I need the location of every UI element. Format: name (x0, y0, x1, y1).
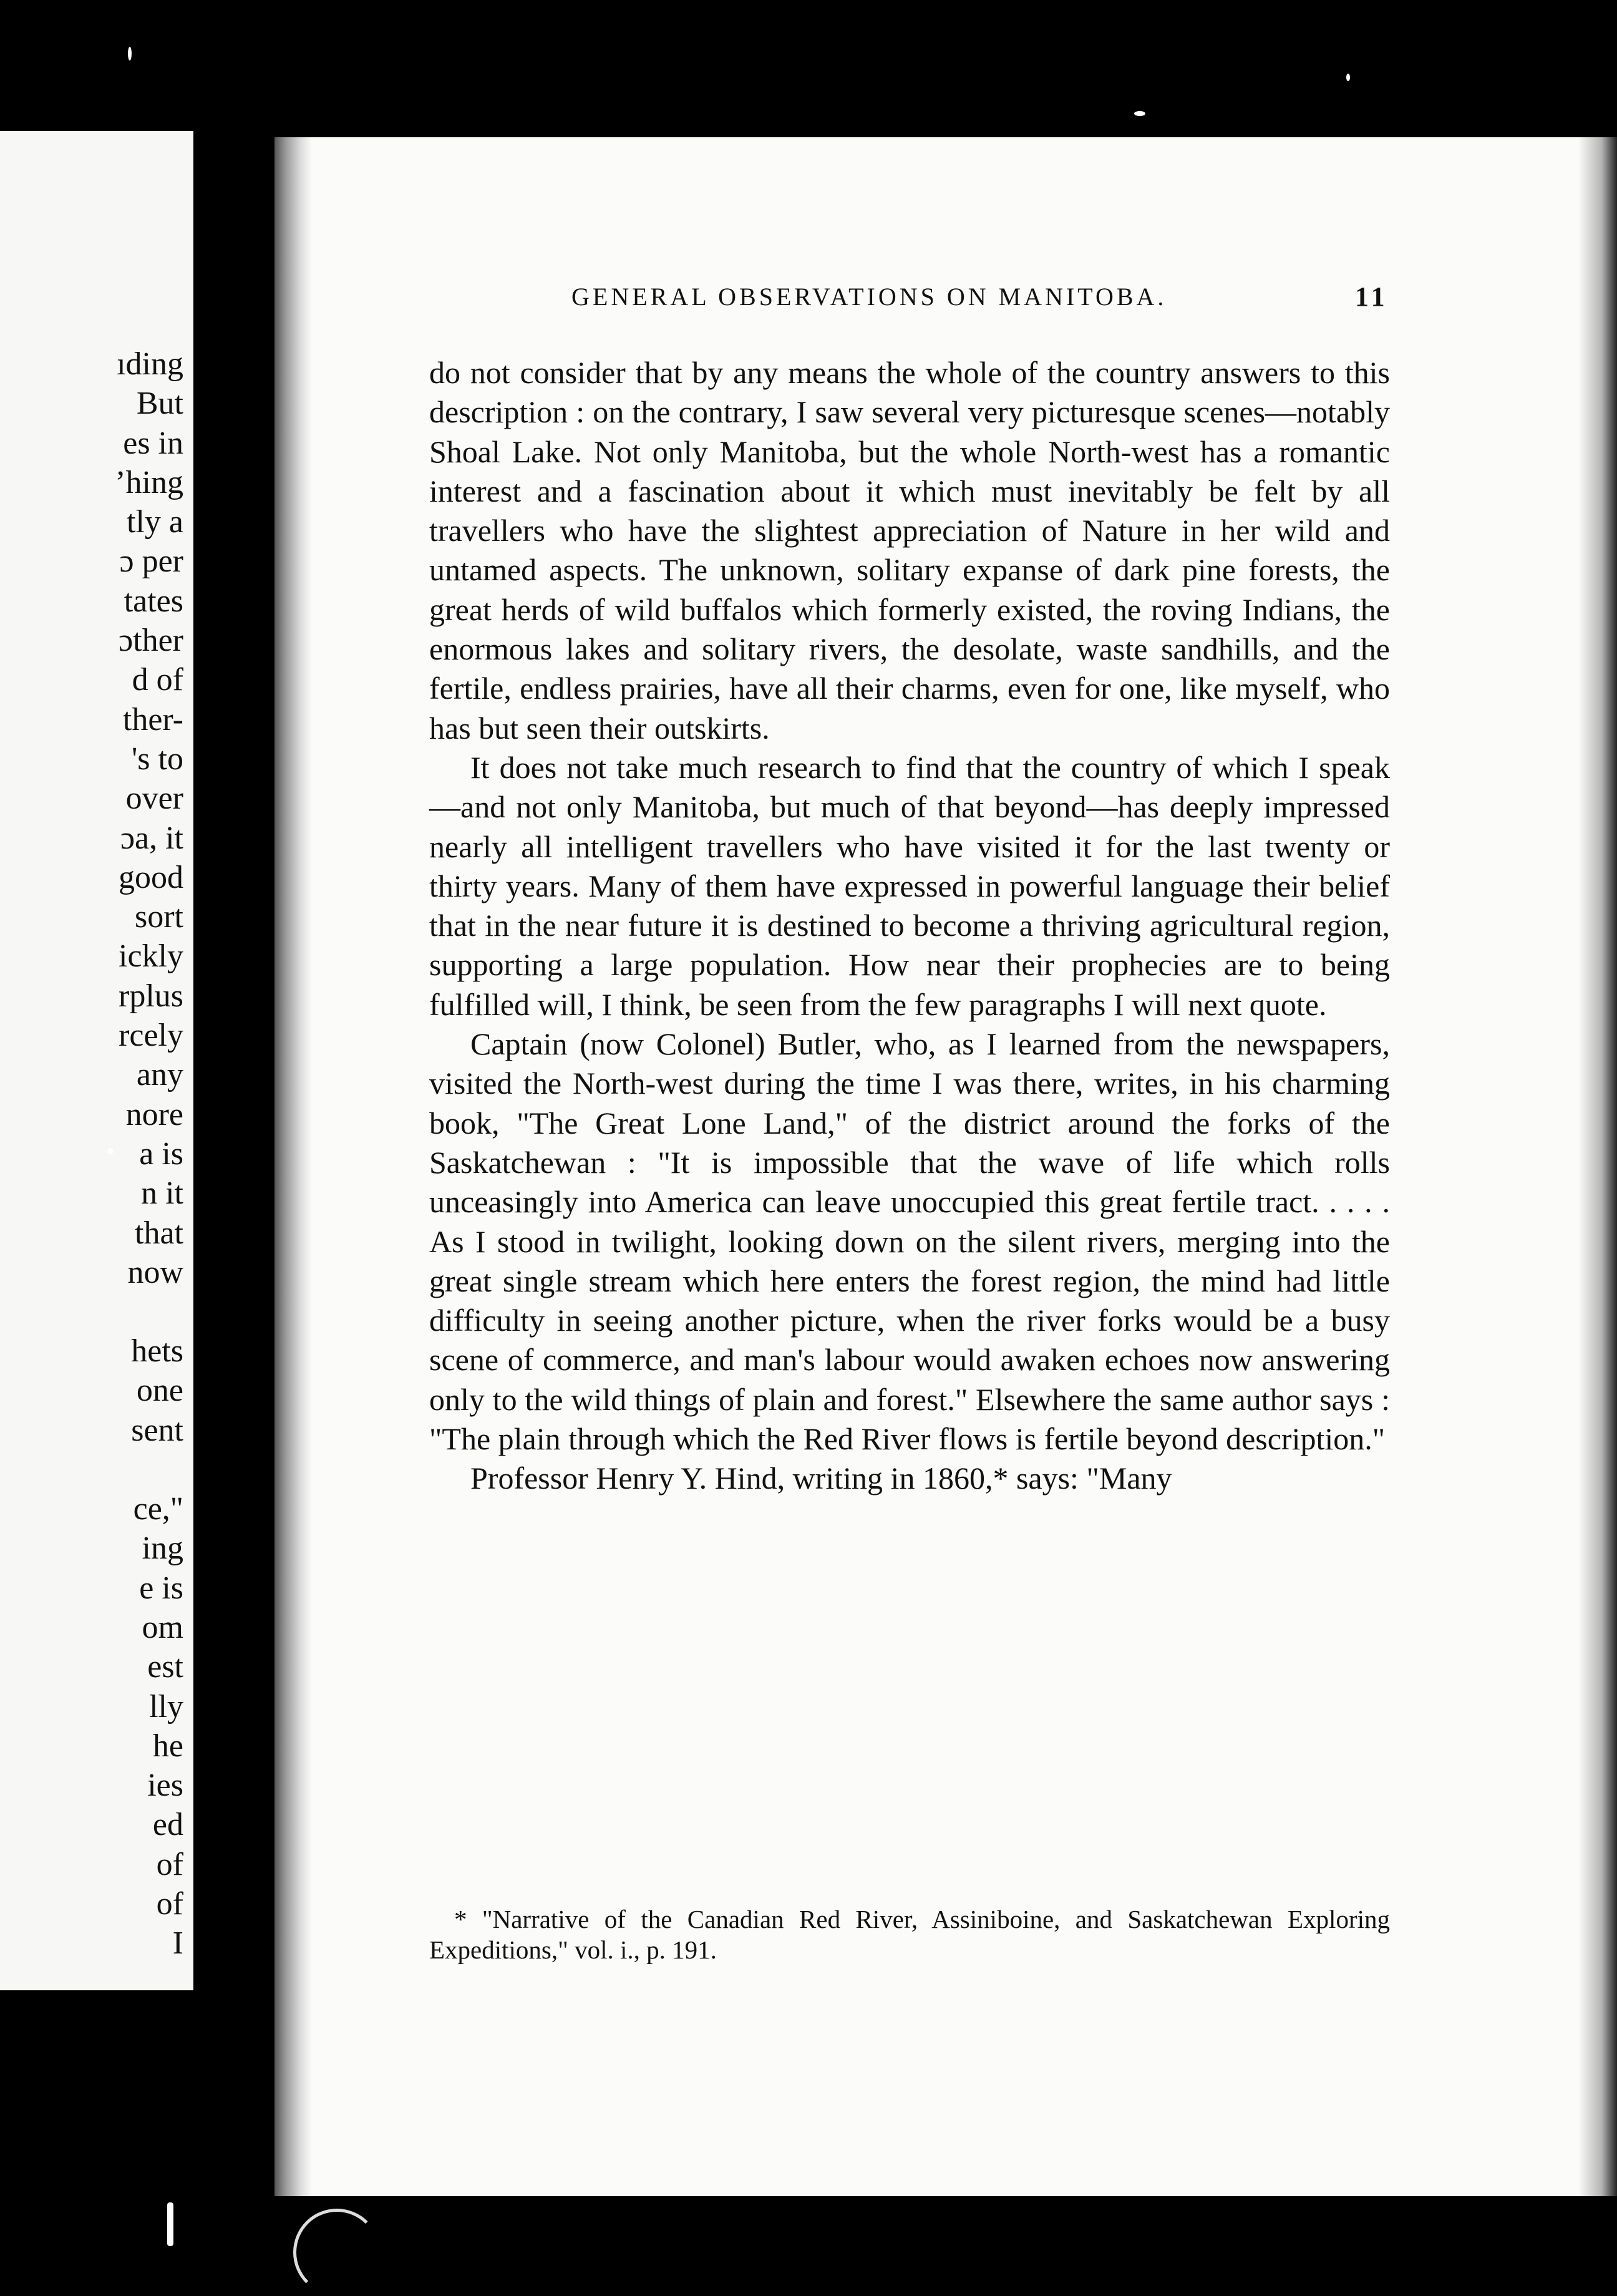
paragraph: It does not take much research to find that the country of which I speak—and not only Manitoba, but much of that beyond—has deeply impressed nearly all intelligent travellers who have visited it for the last twenty or thirty years. Many of them have expressed in powerful language their belief that in the near future it is destined to become a thriving agricultural region, supporting a large population. How near their prophecies are to being fulfilled will, I think, be seen from the few paragraphs I will next quote. (429, 749, 1390, 1022)
left-page-fragment-line: ɔa, it (120, 820, 183, 856)
paragraph: Captain (now Colonel) Butler, who, as I learned from the newspapers, visited the North-west during the time I was there, writes, in his charming book, "The Great Lone Land," of the district around the forks of the Saskatchewan : "It is impossible that the wave of life which rolls unceasingly into America can leave unoccupied this great fertile tract. . . . . As I stood in twilight, looking down on the silent rivers, merging into the great single stream which here enters the forest region, the mind had little difficulty in seeing another picture, when the river forks would be a busy scene of commerce, and man's labour would awaken echoes now answering only to the wild things of plain and forest." Elsewhere the same author says : "The plain through which the Red River flows is fertile beyond description." (429, 1026, 1390, 1457)
left-page-fragment-line: But (136, 386, 183, 422)
left-page-fragment-line (115, 1450, 183, 1489)
left-page-fragment-line (115, 1292, 183, 1331)
paragraph: do not consider that by any means the whole of the country answers to this description : on the contrary, I saw several very picturesque scenes—notably Shoal Lake. Not only Manitoba, but the whole North-west has a romantic interest and a fascination about it which must inevitably be felt by all travellers who have the slightest appreciation of Nature in her wild and untamed aspects. The unknown, solitary expanse of dark pine forests, the great herds of wild buffalos which formerly existed, the roving Indians, the enormous lakes and solitary rivers, the desolate, waste sandhills, and the fertile, endless prairies, have all their charms, even for one, like myself, who has but seen their outskirts. (429, 355, 1390, 746)
scan-speck (1134, 111, 1145, 116)
left-page-fragment-line: a is (139, 1136, 183, 1172)
left-page-fragment-line: nore (125, 1096, 183, 1132)
left-page-fragment-line: ɔ per (119, 543, 183, 580)
footnote: * "Narrative of the Canadian Red River, Assiniboine, and Saskatchewan Exploring Expeditions," vol. i., p. 191. (429, 1905, 1390, 1964)
page-edge-shadow (1578, 137, 1617, 2196)
scan-speck (107, 1148, 114, 1154)
left-page-fragment-line: ce," (133, 1491, 183, 1527)
left-page-fragment-line: ıding (117, 346, 183, 382)
left-page-text-fragments (115, 344, 183, 1963)
body-text (429, 353, 1390, 1499)
left-page-fragment-line: over (125, 781, 183, 817)
left-page-fragment-line: est (147, 1649, 183, 1685)
left-page-fragment-line: now (127, 1254, 183, 1290)
left-page-fragment-line: good (119, 859, 183, 895)
scan-artifact-arc (293, 2209, 381, 2296)
left-page-fragment-line: sent (131, 1412, 183, 1448)
left-page-fragment-line: es in (123, 425, 183, 461)
running-head: GENERAL OBSERVATIONS ON MANITOBA. (571, 283, 1167, 311)
left-page-fragment-line: sort (135, 899, 183, 935)
left-page-fragment-line: ɔther (119, 623, 183, 659)
left-page-fragment-line: of (156, 1885, 183, 1922)
left-page-fragment-line: rcely (119, 1018, 183, 1054)
left-page (0, 131, 193, 1990)
left-page-fragment-line: ʼhing (115, 464, 183, 500)
left-page-fragment-line: any (136, 1057, 183, 1093)
paragraph: Professor Henry Y. Hind, writing in 1860,* says: "Many (470, 1461, 1172, 1496)
left-page-fragment-line: of (156, 1846, 183, 1882)
left-page-fragment-line: he (152, 1728, 183, 1764)
left-page-fragment-line: ing (142, 1530, 183, 1567)
left-page-fragment-line: lly (149, 1688, 183, 1724)
left-page-fragment-line: 's to (131, 741, 183, 777)
scan-speck (128, 47, 132, 61)
left-page-fragment-line: ther- (122, 701, 183, 737)
left-page-fragment-line: hets (131, 1333, 183, 1369)
page-number: 11 (1355, 281, 1389, 312)
left-page-fragment-line: tates (124, 583, 183, 619)
left-page-fragment-line: om (142, 1609, 183, 1645)
left-page-fragment-line: tly a (127, 504, 183, 540)
left-page-fragment-line: I (172, 1925, 183, 1962)
book-gutter-shadow (274, 137, 312, 2196)
scan-speck (1346, 74, 1350, 81)
left-page-fragment-line: ed (152, 1807, 183, 1843)
left-page-fragment-line: rplus (119, 978, 183, 1014)
left-page-fragment-line: e is (139, 1570, 183, 1606)
left-page-fragment-line: ies (147, 1768, 183, 1804)
left-page-fragment-line: that (135, 1215, 183, 1251)
left-page-fragment-line: one (136, 1373, 183, 1409)
left-page-fragment-line: d of (132, 662, 183, 698)
left-page-fragment-line: n it (141, 1175, 183, 1212)
left-page-fragment-line: ickly (119, 938, 183, 975)
scan-speck (167, 2202, 173, 2246)
